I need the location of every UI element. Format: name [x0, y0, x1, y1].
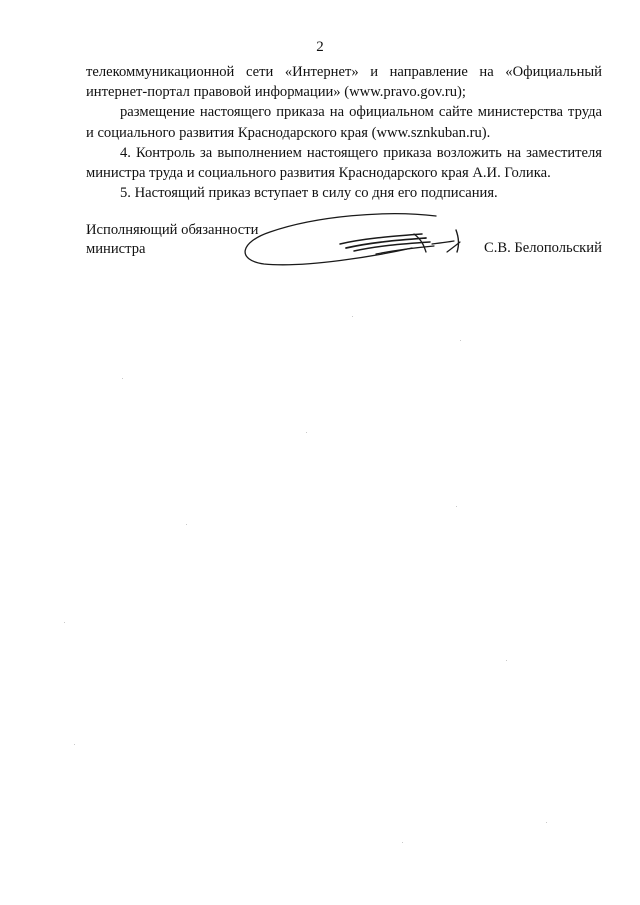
speck	[306, 432, 307, 433]
speck	[460, 340, 461, 341]
speck	[402, 842, 403, 843]
body-text	[86, 62, 602, 203]
paragraph-1: телекоммуникационной сети «Интернет» и направление на «Официальный интернет-портал правовой информации» (www.pravo.gov.ru);	[86, 64, 602, 101]
speck	[74, 744, 75, 745]
paragraph-4: 5. Настоящий приказ вступает в силу со дня его подписания.	[120, 185, 498, 202]
speck	[64, 622, 65, 623]
signatory-role	[86, 221, 258, 259]
handwritten-signature	[236, 208, 472, 272]
speck	[506, 660, 507, 661]
speck	[456, 506, 457, 507]
paragraph-3: 4. Контроль за выполнением настоящего приказа возложить на заместителя министра труда и социального развития Краснодарского края А.И. Голика.	[86, 144, 602, 182]
signatory-role-line-2: министра	[86, 241, 146, 257]
speck	[546, 822, 547, 823]
speck	[122, 378, 123, 379]
signatory-name: С.В. Белопольский	[484, 240, 602, 256]
page-number: 2	[316, 39, 324, 55]
paragraph-2: размещение настоящего приказа на официальном сайте министерства труда и социального развития Краснодарского края (www.sznkuban.ru).	[86, 104, 602, 141]
speck	[352, 316, 353, 317]
signatory-role-line-1: Исполняющий обязанности	[86, 222, 259, 238]
speck	[186, 524, 187, 525]
